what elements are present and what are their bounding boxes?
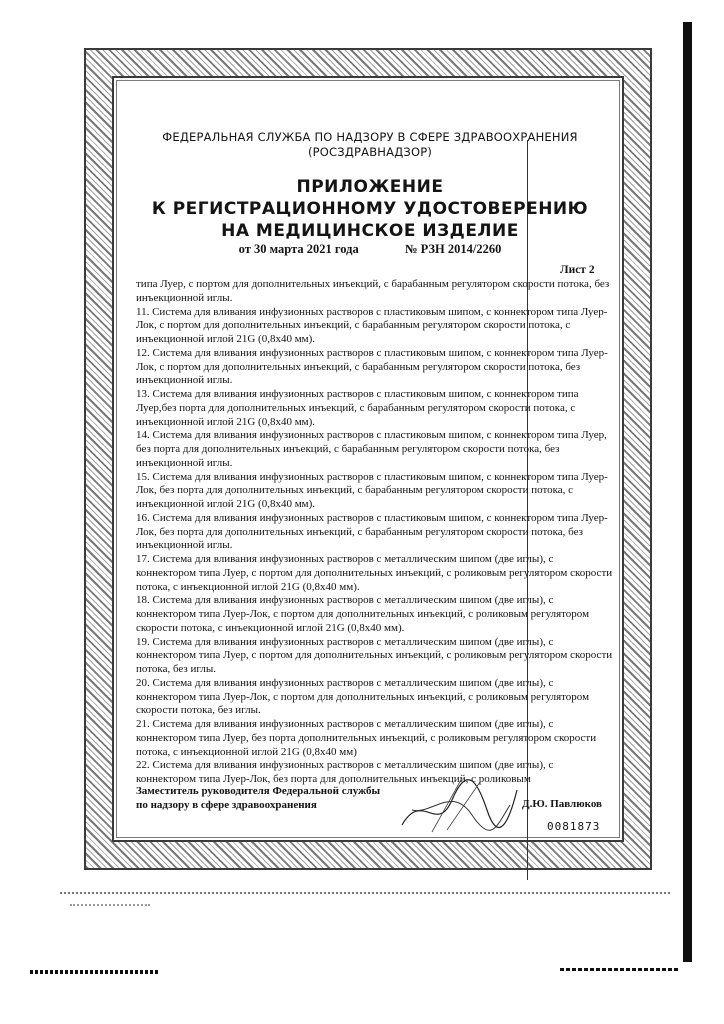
agency-name: ФЕДЕРАЛЬНАЯ СЛУЖБА ПО НАДЗОРУ В СФЕРЕ ЗДРАВООХРАНЕНИЯ bbox=[162, 130, 578, 144]
form-serial-number: 0081873 bbox=[547, 820, 601, 833]
scan-bottom-mark-left bbox=[30, 970, 160, 974]
scan-dotted-line-short bbox=[70, 904, 150, 906]
sheet-number: Лист 2 bbox=[560, 264, 595, 276]
signatory-name: Д.Ю. Павлюков bbox=[522, 798, 602, 810]
title-line-1: ПРИЛОЖЕНИЕ bbox=[296, 177, 444, 197]
scan-dotted-line bbox=[60, 892, 670, 894]
list-item: 22. Система для вливания инфузионных растворов с металлическим шипом (две иглы), с коннектором типа Луер-Лок, без порта для дополнительных инъекций, с роликовым bbox=[136, 759, 554, 785]
agency-abbreviation: (РОСЗДРАВНАДЗОР) bbox=[307, 145, 433, 159]
list-item: 18. Система для вливания инфузионных растворов с металлическим шипом (две иглы), с коннектором типа Луер-Лок, с портом для дополнительных инъекций, с роликовым регулятором скорости потока, с инъекционной иглой 21G (0,8х40 мм). bbox=[136, 594, 590, 634]
document-date: от 30 марта 2021 года bbox=[238, 242, 359, 256]
signatory-position-line-2: по надзору в сфере здравоохранения bbox=[136, 799, 317, 811]
list-item: 15. Система для вливания инфузионных растворов с пластиковым шипом, с коннектором типа Луер-Лок, без порта для дополнительных инъекций, с барабанным регулятором скорости потока, с инъекционной иглой 21G (0,8х40 мм). bbox=[136, 470, 608, 510]
list-item: 19. Система для вливания инфузионных растворов с металлическим шипом (две иглы), с коннектором типа Луер, с портом для дополнительных инъекций, с роликовым регулятором скорости потока, без иглы. bbox=[136, 635, 613, 675]
list-item: 14. Система для вливания инфузионных растворов с пластиковым шипом, с коннектором типа Луер, без порта для дополнительных инъекций, с барабанным регулятором скорости потока, без инъекционной иглы. bbox=[136, 429, 607, 469]
signatory-position-line-1: Заместитель руководителя Федеральной службы bbox=[136, 785, 381, 797]
document-title bbox=[120, 176, 620, 242]
list-item: типа Луер, с портом для дополнительных инъекций, с барабанным регулятором скорости потока, без инъекционной иглы. bbox=[136, 278, 610, 304]
scan-bottom-mark-right bbox=[560, 968, 680, 971]
list-item: 21. Система для вливания инфузионных растворов с металлическим шипом (две иглы), с коннектором типа Луер, без порта дополнительных инъекций, с роликовым регулятором скорости потока, с инъекционной иглой 21G (0,8х40 мм) bbox=[136, 718, 597, 758]
registration-number: № РЗН 2014/2260 bbox=[404, 242, 502, 256]
title-line-3: НА МЕДИЦИНСКОЕ ИЗДЕЛИЕ bbox=[221, 221, 519, 241]
list-item: 16. Система для вливания инфузионных растворов с пластиковым шипом, с коннектором типа Луер-Лок, без порта для дополнительных инъекций, с барабанным регулятором скорости потока, без инъекционной иглы. bbox=[136, 511, 608, 552]
list-item: 17. Система для вливания инфузионных растворов с металлическим шипом (две иглы), с коннектором типа Луер, с портом для дополнительных инъекций, с роликовым регулятором скорости потока, с инъекционной иглой 21G (0,8х40 мм). bbox=[136, 553, 613, 593]
title-line-2: К РЕГИСТРАЦИОННОМУ УДОСТОВЕРЕНИЮ bbox=[151, 199, 589, 219]
list-item: 12. Система для вливания инфузионных растворов с пластиковым шипом, с коннектором типа Луер-Лок, с портом для дополнительных инъекций, с барабанным регулятором скорости потока, без инъекционной иглы. bbox=[136, 346, 608, 387]
date-number-line bbox=[120, 242, 620, 257]
items-list bbox=[136, 278, 616, 787]
scan-edge-strip bbox=[683, 22, 692, 962]
list-item: 11. Система для вливания инфузионных растворов с пластиковым шипом, с коннектором типа Луер-Лок, с портом для дополнительных инъекций, с барабанным регулятором скорости потока, с инъекционной иглой 21G (0,8х40 мм). bbox=[136, 305, 608, 345]
list-item: 20. Система для вливания инфузионных растворов с металлическим шипом (две иглы), с коннектором типа Луер-Лок, с портом для дополнительных инъекций, с роликовым регулятором скорости потока, без иглы. bbox=[136, 676, 590, 717]
agency-header bbox=[120, 130, 620, 160]
list-item: 13. Система для вливания инфузионных растворов с пластиковым шипом, с коннектором типа Луер,без порта для дополнительных инъекций, с барабанным регулятором скорости потока, с инъекционной иглой 21G (0,8х40 мм). bbox=[136, 388, 579, 428]
